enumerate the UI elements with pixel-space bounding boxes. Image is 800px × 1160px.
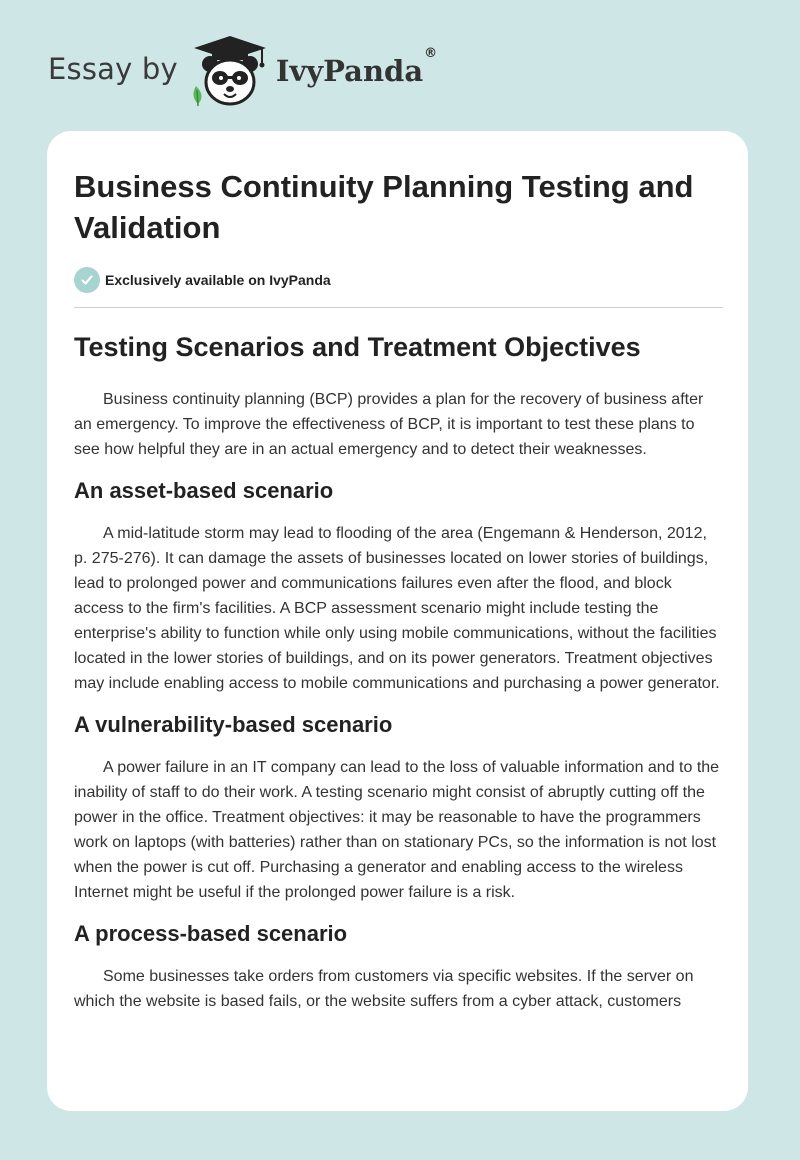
essay-title: Business Continuity Planning Testing and Validation [74, 169, 694, 245]
subsection-heading-vulnerability: A vulnerability-based scenario [74, 712, 393, 737]
section-heading: Testing Scenarios and Treatment Objectives [74, 332, 641, 362]
essay-card [47, 131, 748, 1111]
subsection-heading-process: A process-based scenario [74, 921, 348, 946]
subsection-body-process: Some businesses take orders from customers via specific websites. If the server on which the website is based fails, or the website suffers from a cyber attack, customers [74, 968, 694, 1010]
subsection-body-asset: A mid-latitude storm may lead to flooding of the area (Engemann & Henderson, 2012, p. 275-276). It can damage the assets of businesses located on lower stories of buildings, lead to prolonged power and communications failures even after the flood, and block access to the firm's facilities. A BCP assessment scenario might include testing the enterprise's ability to function while only using mobile communications, without the facilities located in the lower stories of buildings, and on its power generators. Treatment objectives may include enabling access to mobile communications and purchasing a power generator. [74, 525, 720, 692]
subsection-heading-asset: An asset-based scenario [74, 478, 334, 503]
title-divider [74, 307, 723, 308]
brand-name-text: IvyPanda [275, 54, 424, 88]
subsection-body-vulnerability: A power failure in an IT company can lead to the loss of valuable information and to the inability of staff to do their work. A testing scenario might consist of abruptly cutting off the power in the office. Treatment objectives: it may be reasonable to have the programmers work on laptops (with batteries) rather than on stationary PCs, so the information is not lost when the power is cut off. Purchasing a generator and enabling access to the wireless Internet might be useful if the prolonged power failure is a risk. [74, 759, 720, 901]
panda-logo-icon[interactable] [188, 34, 272, 110]
exclusive-label: Exclusively available on IvyPanda [105, 272, 331, 288]
intro-paragraph: Business continuity planning (BCP) provides a plan for the recovery of business after an emergency. To improve the effectiveness of BCP, it is important to test these plans to see how helpful they are in an actual emergency and to detect their weaknesses. [74, 391, 704, 458]
exclusive-notice [74, 267, 721, 293]
brand-name[interactable] [275, 46, 438, 88]
registered-mark: ® [424, 46, 438, 61]
site-header [48, 34, 437, 110]
check-icon [74, 267, 100, 293]
essay-by-label: Essay by [48, 52, 178, 86]
